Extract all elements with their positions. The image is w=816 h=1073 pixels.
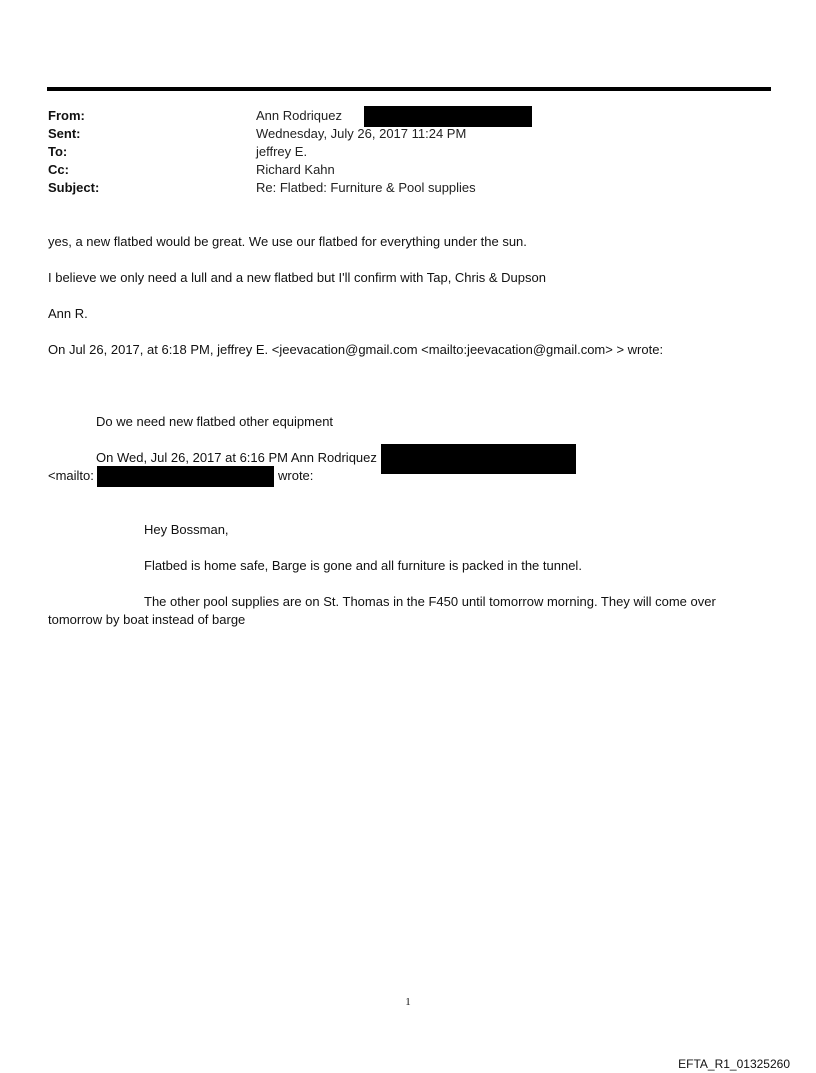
to-value: jeffrey E. [256, 144, 308, 159]
body-line-1: yes, a new flatbed would be great. We use our flatbed for everything under the sun. [48, 234, 527, 249]
page-number: 1 [405, 996, 411, 1008]
paragraph-1: Flatbed is home safe, Barge is gone and all furniture is packed in the tunnel. [144, 558, 582, 573]
to-label: To: [48, 144, 68, 159]
subject-label: Subject: [48, 180, 100, 195]
quote2-intro: On Wed, Jul 26, 2017 at 6:16 PM Ann Rodriquez [96, 450, 377, 465]
cc-label: Cc: [48, 162, 69, 177]
quote-intro: On Jul 26, 2017, at 6:18 PM, jeffrey E. <jeevacation@gmail.com <mailto:jeevacation@gmail.com> > wrote: [48, 342, 664, 357]
redaction-box [364, 106, 532, 127]
paragraph-2-line-2: tomorrow by boat instead of barge [48, 612, 246, 627]
greeting: Hey Bossman, [144, 522, 229, 537]
signature: Ann R. [48, 306, 88, 321]
redaction-box [381, 444, 576, 474]
from-label: From: [48, 108, 85, 123]
paragraph-2-line-1: The other pool supplies are on St. Thomas in the F450 until tomorrow morning. They will come over [144, 594, 716, 609]
body-line-2: I believe we only need a lull and a new flatbed but I'll confirm with Tap, Chris & Dupson [48, 270, 546, 285]
quoted-question: Do we need new flatbed other equipment [96, 414, 334, 429]
sent-value: Wednesday, July 26, 2017 11:24 PM [256, 126, 467, 141]
sent-label: Sent: [48, 126, 81, 141]
cc-value: Richard Kahn [256, 162, 335, 177]
redaction-box [97, 466, 274, 487]
document-id: EFTA_R1_01325260 [678, 1057, 790, 1071]
from-value: Ann Rodriquez [256, 108, 342, 123]
subject-value: Re: Flatbed: Furniture & Pool supplies [256, 180, 476, 195]
header-rule [47, 87, 771, 91]
quote2-wrote: wrote: [278, 468, 314, 483]
quote2-mailto: <mailto: [48, 468, 94, 483]
